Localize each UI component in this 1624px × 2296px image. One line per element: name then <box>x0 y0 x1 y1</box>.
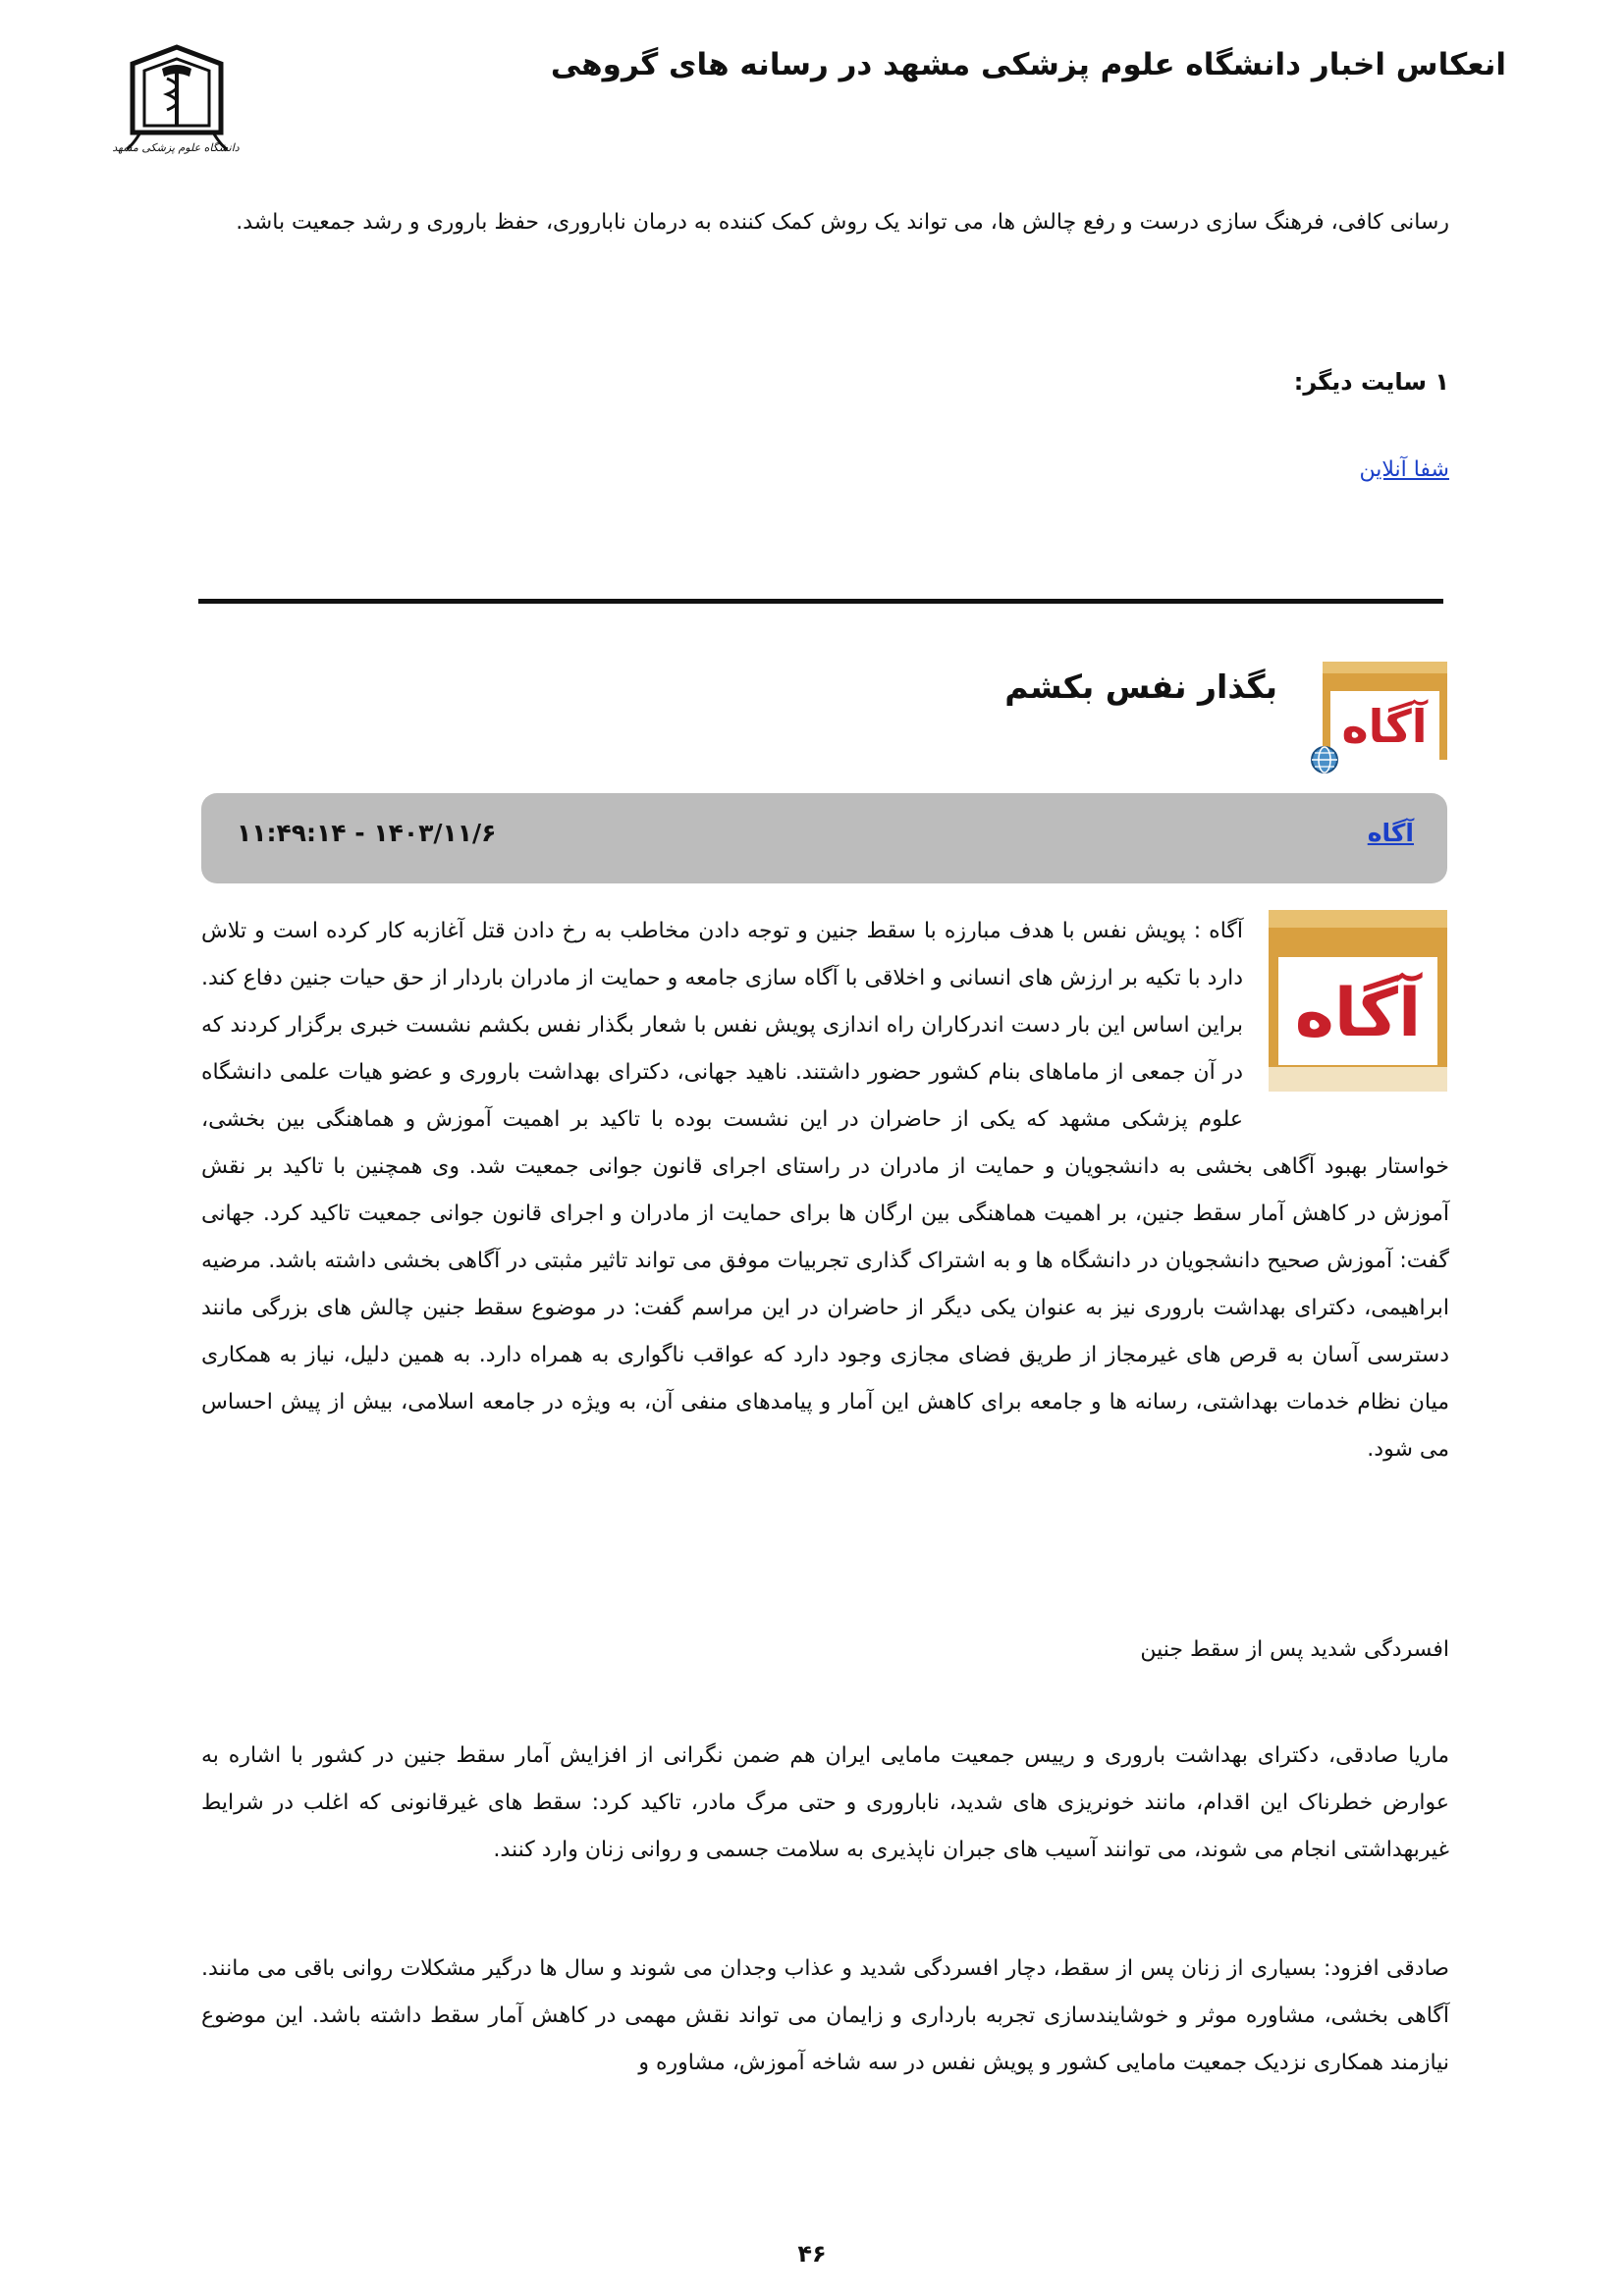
source-logo-thumbnail <box>1323 662 1447 775</box>
source-link[interactable]: آگاه <box>1367 819 1414 847</box>
agah-logo-text: آگاه <box>1341 700 1428 753</box>
logo-caption: دانشگاه علوم پزشکی مشهد <box>112 141 240 154</box>
article-paragraph-1 <box>201 908 1449 1473</box>
article-title: بگذار نفس بکشم <box>1004 667 1277 706</box>
article-paragraph-3: صادقی افزود: بسیاری از زنان پس از سقط، دچار افسردگی شدید و عذاب وجدان می شوند و سال ها درگیر مشکلات روانی باقی می مانند. آگاهی بخشی، مشاوره موثر و خوشایندسازی تجربه بارداری و زایمان می تواند نقش مهمی در کاهش آمار سقط داشته باشد. این موضوع نیازمند همکاری نزدیک جمعیت مامایی کشور و پویش نفس در سه شاخه آموزش، مشاوره و <box>201 1956 1449 2075</box>
agah-logo-icon <box>1323 662 1447 775</box>
intro-paragraph: رسانی کافی، فرهنگ سازی درست و رفع چالش ها، می تواند یک روش کمک کننده به درمان ناباروری، حفظ باروری و رشد جمعیت باشد. <box>236 210 1449 235</box>
article-paragraph-1-text: آگاه : پویش نفس با هدف مبارزه با سقط جنین و توجه دادن مخاطب به رخ دادن قتل آغازبه کار کرده است و تلاش دارد با تکیه بر ارزش های انسانی و اخلاقی با آگاه سازی جامعه و حمایت از مادران باردار از حق حیات جنین دفاع کند. براین اساس این بار دست اندرکاران راه اندازی پویش نفس با شعار بگذار نفس بکشم نشست خبری برگزار کردند که در آن جمعی از ماماهای بنام کشور حضور داشتند. ناهید جهانی، دکترای بهداشت باروری و عضو هیات علمی دانشگاه علوم پزشکی مشهد که یکی از حاضران در این نشست بوده با تاکید بر اهمیت آموزش و هماهنگی بین بخشی، خواستار بهبود آگاهی بخشی به دانشجویان و حمایت از مادران در راستای اجرای قانون جوانی جمعیت شد. وی همچنین با تاکید بر نقش آموزش در کاهش آمار سقط جنین، بر اهمیت هماهنگی بین ارگان ها برای حمایت از مادران و اجرای قانون جوانی جمعیت تاکید کرد. جهانی گفت: آموزش صحیح دانشجویان در دانشگاه ها و به اشتراک گذاری تجربیات موفق می تواند تاثیر مثبتی در آگاهی بخشی داشته باشد. مرضیه ابراهیمی، دکترای بهداشت باروری نیز به عنوان یکی دیگر از حاضران در این مراسم گفت: در موضوع سقط جنین چالش های بزرگی مانند دسترسی آسان به قرص های غیرمجاز از طریق فضای مجازی وجود دارد که عواقب ناگواری به همراه دارد. به همین دلیل، نیاز به همکاری میان نظام خدمات بهداشتی، رسانه ها و جامعه برای کاهش این آمار و پیامدهای منفی آن، به ویژه در جامعه اسلامی، بیش از پیش احساس می شود. <box>201 919 1449 1462</box>
agah-article-logo-text: آگاه <box>1294 975 1422 1052</box>
other-site-link[interactable]: شفا آنلاین <box>1359 457 1449 482</box>
page-header-title: انعکاس اخبار دانشگاه علوم پزشکی مشهد در رسانه های گروهی <box>550 47 1506 82</box>
other-sites-label: ۱ سایت دیگر: <box>1293 368 1449 396</box>
article-subheading: افسردگی شدید پس از سقط جنین <box>1140 1637 1449 1662</box>
globe-icon <box>1310 745 1339 774</box>
section-divider <box>198 599 1443 604</box>
page-number: ۴۶ <box>797 2240 827 2268</box>
image-float-spacer <box>1243 908 1449 1114</box>
publish-date-time: ۱۴۰۳/۱۱/۶ - ۱۱:۴۹:۱۴ <box>237 819 497 847</box>
university-logo <box>113 39 241 167</box>
article-meta-bar <box>201 793 1447 883</box>
article-paragraph-2: ماریا صادقی، دکترای بهداشت باروری و رییس جمعیت مامایی ایران هم ضمن نگرانی از افزایش آمار سقط جنین در کشور با اشاره به عوارض خطرناک این اقدام، مانند خونریزی های شدید، ناباروری و حتی مرگ مادر، تاکید کرد: سقط های غیرقانونی که اغلب در شرایط غیربهداشتی انجام می شوند، می توانند آسیب های جبران ناپذیری به سلامت جسمی و روانی زنان وارد کنند. <box>201 1743 1449 1862</box>
